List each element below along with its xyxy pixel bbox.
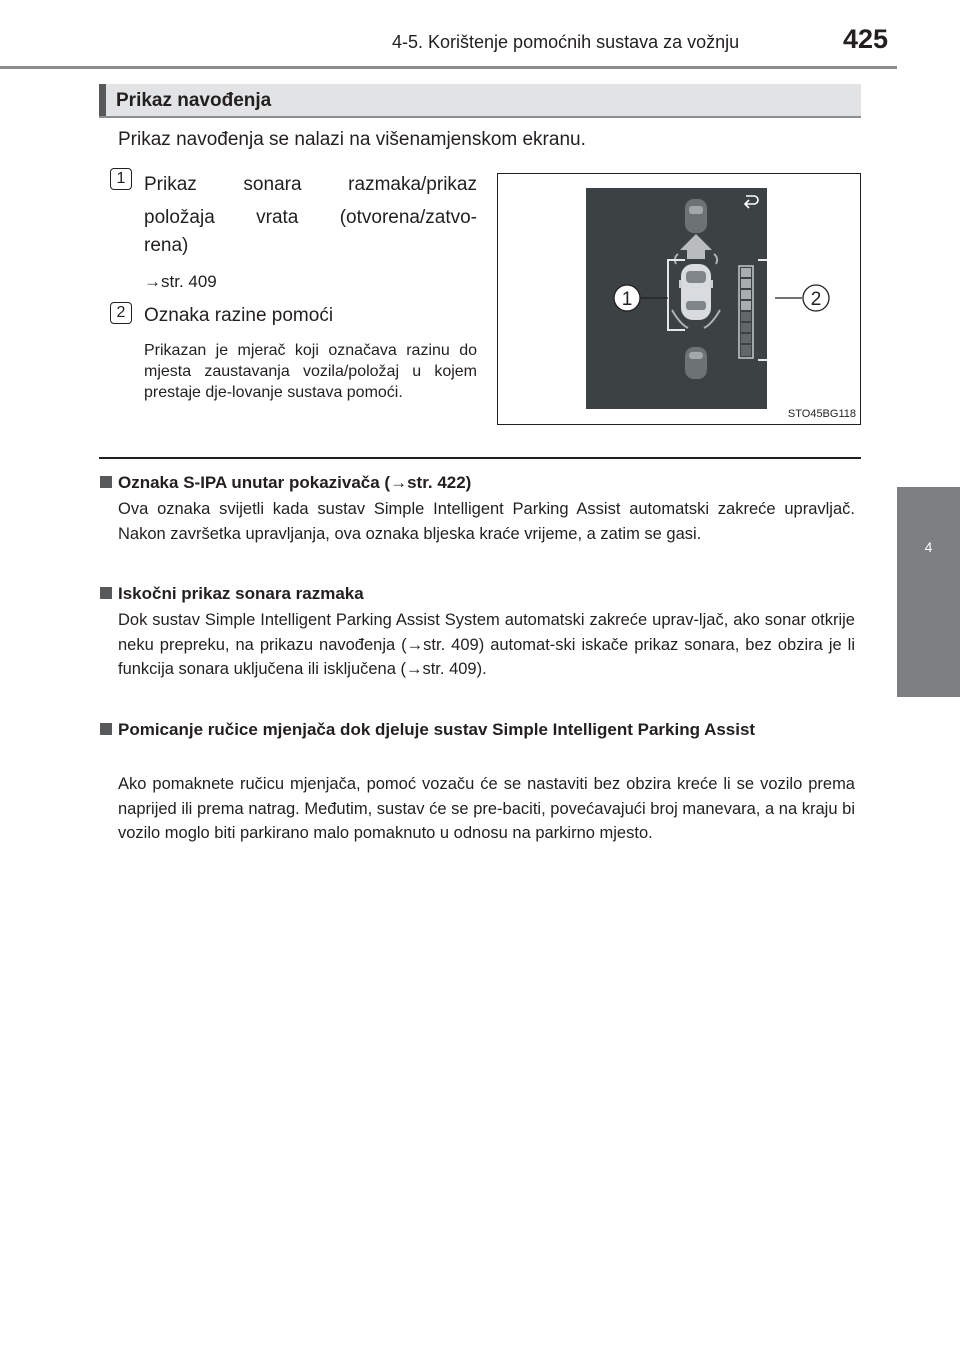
callout-marker-2 xyxy=(803,285,829,311)
section-title: Prikaz navođenja xyxy=(116,90,272,111)
guidance-display-figure xyxy=(497,173,861,425)
chapter-tab xyxy=(897,487,960,1142)
item-title-1-line1: Prikaz sonara razmaka/prikaz xyxy=(144,174,477,195)
display-screen xyxy=(586,188,767,409)
item-description-2: Prikazan je mjerač koji označava razinu do mjesta zaustavanja vozila/položaj u kojem prestaje dje-lovanje sustava pomoći. xyxy=(144,342,477,401)
item-reference-1: →str. 409 xyxy=(144,272,217,291)
item-title-1-line3: rena) xyxy=(144,235,189,256)
chapter-number: 4 xyxy=(924,539,933,555)
square-bullet-icon xyxy=(100,723,112,735)
square-bullet-icon xyxy=(100,476,112,488)
page-number: 425 xyxy=(843,24,889,54)
note-heading-2: Iskočni prikaz sonara razmaka xyxy=(100,581,861,607)
svg-text:1: 1 xyxy=(621,289,633,310)
item-title-1-line2: položaja vrata (otvorena/zatvo- xyxy=(144,207,477,228)
figure-code: STO45BG118 xyxy=(787,408,856,420)
section-intro: Prikaz navođenja se nalazi na višenamjenskom ekranu. xyxy=(118,129,586,150)
guidance-display-illustration xyxy=(498,174,860,424)
vehicle-icon xyxy=(679,264,713,320)
note-body-1: Ova oznaka svijetli kada sustav Simple Intelligent Parking Assist automatski zakreće upravljač. Nakon završetka upravljanja, ova oznaka bljeska kraće vrijeme, a zatim se gasi. xyxy=(118,500,855,543)
section-title-bar xyxy=(99,84,861,118)
item-title-2: Oznaka razine pomoći xyxy=(144,305,334,326)
callout-marker-1 xyxy=(614,285,640,311)
note-body-2: Dok sustav Simple Intelligent Parking Assist System automatski zakreće uprav-ljač, ako sonar otkrije neku prepreku, na prikazu navođenja (→str. 409) automat-ski iskače prikaz sonara, bez obzira je li funkcija sonara uključena ili isključena (→str. 409). xyxy=(118,611,855,679)
header-rule xyxy=(0,66,897,69)
note-heading-3: Pomicanje ručice mjenjača dok djeluje sustav Simple Intelligent Parking Assist xyxy=(100,717,861,743)
section-divider xyxy=(99,457,861,459)
car-behind-icon xyxy=(685,347,707,379)
square-bullet-icon xyxy=(100,587,112,599)
chapter-label: Vožnja xyxy=(917,1093,934,1142)
item-number-2: 2 xyxy=(110,302,132,324)
svg-text:2: 2 xyxy=(810,289,822,310)
note-heading-1: Oznaka S-IPA unutar pokazivača (→str. 422) xyxy=(100,470,861,496)
running-header: 4-5. Korištenje pomoćnih sustava za vožnju xyxy=(392,32,740,52)
forward-arrow-stem xyxy=(687,249,705,259)
car-ahead-icon xyxy=(685,199,707,233)
item-number-1: 1 xyxy=(110,168,132,190)
note-body-3: Ako pomaknete ručicu mjenjača, pomoć vozaču će se nastaviti bez obzira kreće li se vozilo prema naprijed ili prema natrag. Međutim, sustav će se pre-baciti, povećavajući broj manevara, a na kraju bi vozilo moglo biti parkirano malo pomaknuto u odnosu na parkirno mjesto. xyxy=(118,775,855,843)
